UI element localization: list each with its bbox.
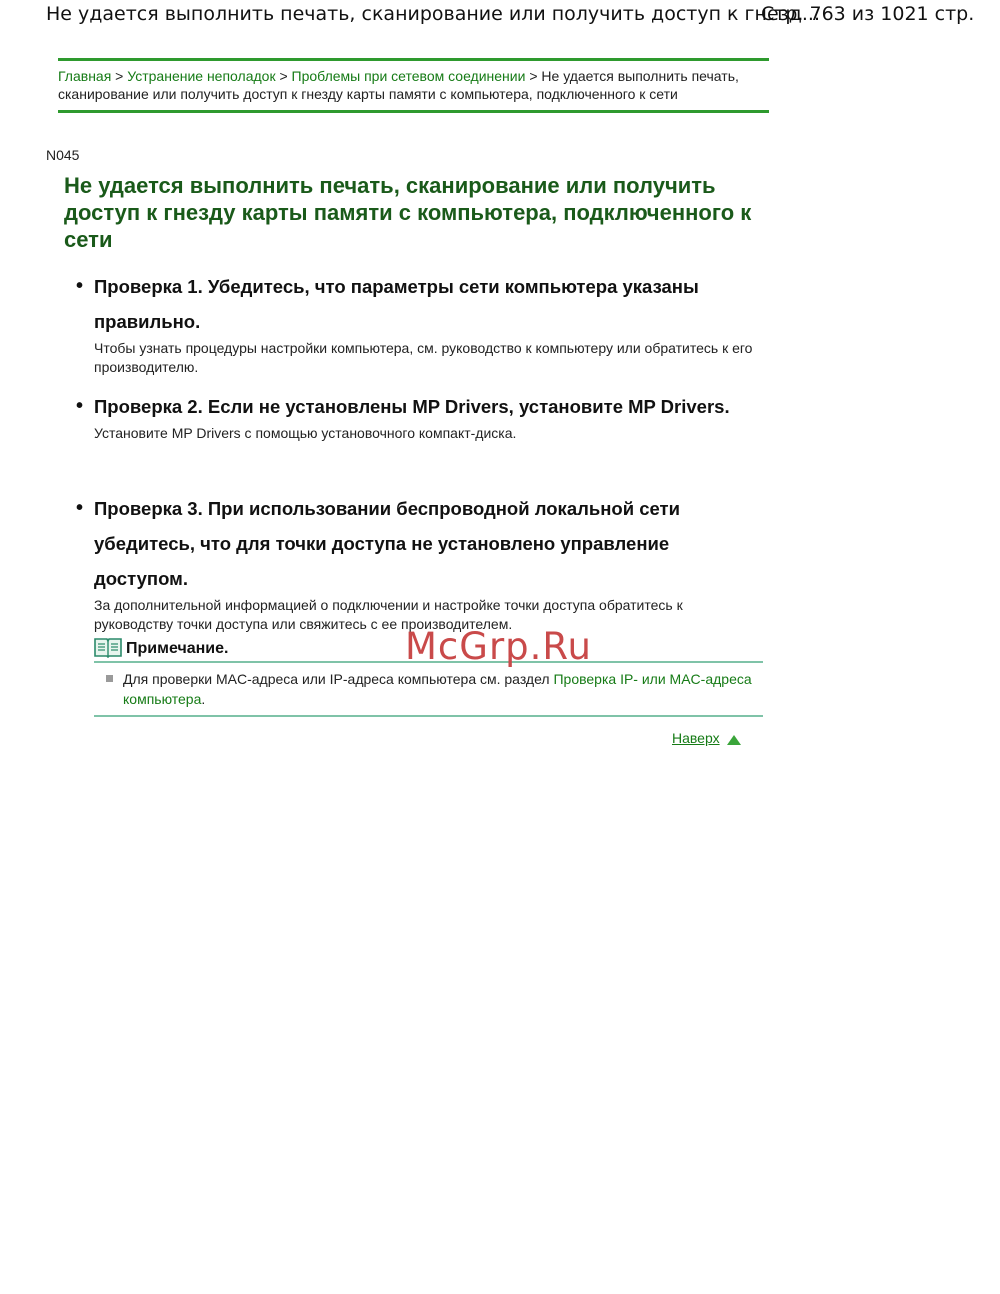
page-title: Не удается выполнить печать, сканирование или получить доступ к гнезду карты памяти с компьютера, подключенного к сети [64,173,752,252]
topic-code: N045 [46,147,80,163]
check-heading: Проверка 1. Убедитесь, что параметры сети компьютера указаны правильно. [94,276,699,332]
note-label: Примечание. [126,640,229,657]
document-title: Не удается выполнить печать, сканирование или получить доступ к гнезд... [46,3,821,25]
bullet-icon: • [76,395,84,417]
breadcrumb [58,58,769,113]
breadcrumb-network-problems-link[interactable]: Проблемы при сетевом соединении [291,68,526,84]
note-text: Для проверки MAC-адреса или IP-адреса компьютера см. раздел [123,671,554,687]
page-number: Стр. 763 из 1021 стр. [761,3,975,25]
check-heading: Проверка 2. Если не установлены MP Drivers, установите MP Drivers. [94,396,730,417]
open-book-icon [94,636,122,658]
square-bullet-icon [106,675,113,682]
check-item [76,269,756,377]
bullet-icon: • [76,497,84,519]
breadcrumb-current: Не удается выполнить печать, сканирование или получить доступ к гнезду карты памяти с компьютера, подключенного к сети [58,68,739,102]
bullet-icon: • [76,275,84,297]
note-body [94,663,763,717]
check-text: Установите MP Drivers с помощью установочного компакт-диска. [94,425,517,441]
check-ip-mac-link[interactable]: Проверка IP- или MAC-адреса компьютера [123,671,752,707]
check-text: Чтобы узнать процедуры настройки компьютера, см. руководство к компьютеру или обратитесь к его производителю. [94,340,753,375]
breadcrumb-separator: > [525,68,542,84]
check-text: За дополнительной информацией о подключении и настройке точки доступа обратитесь к руководству точки доступа или свяжитесь с ее производителем. [94,597,683,632]
watermark: McGrp.Ru [405,625,592,668]
breadcrumb-separator: > [111,68,128,84]
check-item [76,491,756,634]
breadcrumb-troubleshooting-link[interactable]: Устранение неполадок [127,68,276,84]
check-heading: Проверка 3. При использовании беспроводной локальной сети убедитесь, что для точки доступа не установлено управление доступом. [94,498,680,589]
back-to-top-label: Наверх [672,730,720,746]
breadcrumb-separator: > [275,68,292,84]
back-to-top-link[interactable] [672,730,720,746]
breadcrumb-home-link[interactable]: Главная [58,68,112,84]
page-header [0,0,1000,30]
check-item [76,389,756,443]
up-arrow-icon [726,734,742,746]
note-suffix: . [201,691,206,707]
